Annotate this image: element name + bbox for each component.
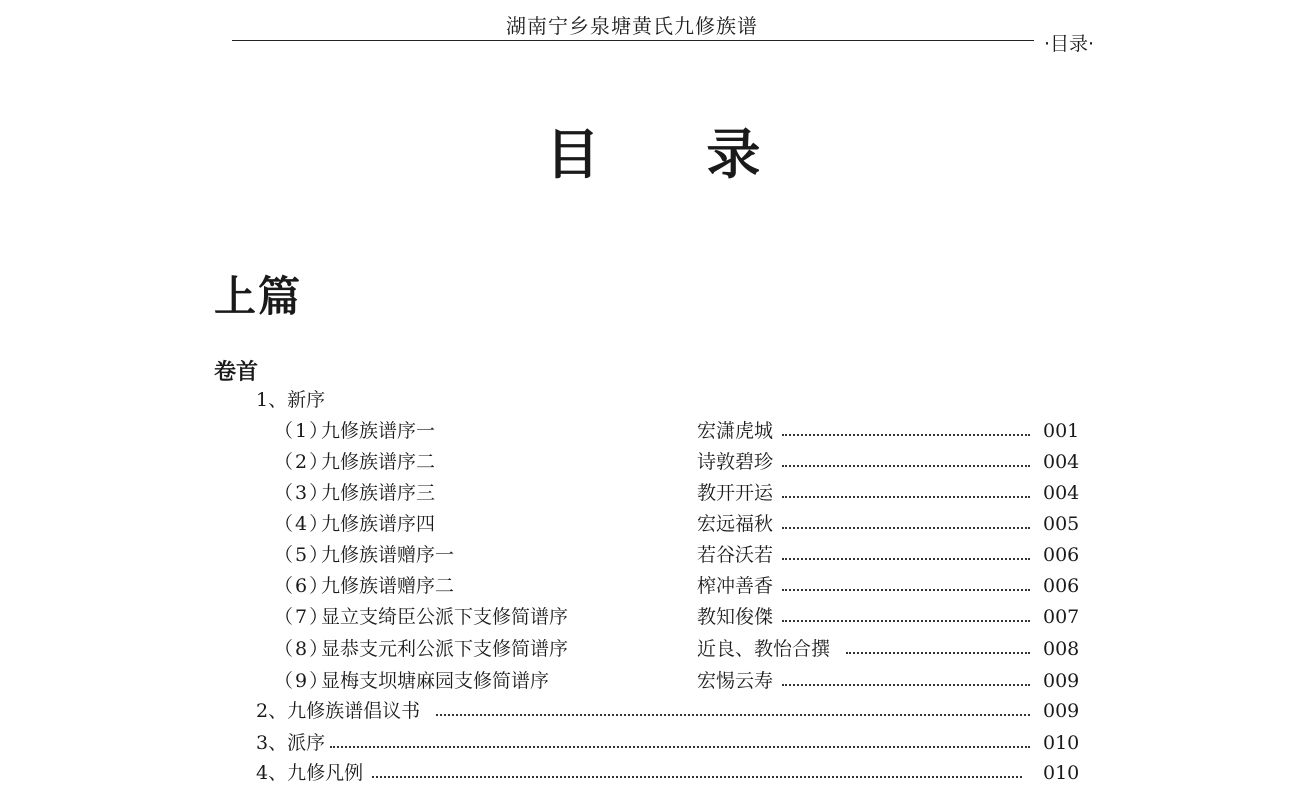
toc-section-label: 1、新序 (256, 389, 326, 411)
toc-entry[interactable] (216, 667, 1080, 695)
toc-entry-number: （2） (274, 451, 331, 473)
toc-section-label: 3、派序 (256, 732, 326, 754)
dot-leader (782, 465, 1030, 467)
dot-leader (330, 746, 1030, 748)
toc-section-page: 009 (1043, 700, 1080, 722)
toc-entry-author: 诗敦碧珍 (697, 451, 774, 473)
toc-section-page: 010 (1043, 732, 1080, 754)
toc-section-generation-order[interactable] (216, 729, 1080, 757)
toc-entry-title: 九修族谱赠序一 (321, 544, 455, 566)
dot-leader (372, 776, 1022, 778)
toc-entry-title: 显梅支坝塘麻园支修简谱序 (321, 670, 550, 692)
part-title: 上篇 (214, 272, 303, 321)
toc-entry-page: 004 (1043, 482, 1080, 504)
toc-entry-title: 显恭支元利公派下支修简谱序 (321, 638, 569, 660)
toc-entry-number: （7） (274, 606, 331, 628)
toc-entry-number: （5） (274, 544, 331, 566)
toc-section-general-rules[interactable] (216, 759, 1080, 787)
toc-entry-author: 宏惕云寿 (697, 670, 774, 692)
toc-entry-page: 006 (1043, 544, 1080, 566)
dot-leader (782, 589, 1030, 591)
page-title: 目 录 (545, 122, 805, 186)
dot-leader (782, 434, 1030, 436)
dot-leader (782, 496, 1030, 498)
dot-leader (436, 714, 1030, 716)
toc-entry[interactable] (216, 448, 1080, 476)
toc-entry-author: 若谷沃若 (697, 544, 774, 566)
toc-entry[interactable] (216, 510, 1080, 538)
toc-entry-page: 005 (1043, 513, 1080, 535)
toc-section-label: 2、九修族谱倡议书 (256, 700, 421, 722)
toc-entry-page: 004 (1043, 451, 1080, 473)
toc-entry-number: （3） (274, 482, 331, 504)
toc-entry[interactable] (216, 572, 1080, 600)
toc-entry-author: 教知俊傑 (697, 606, 774, 628)
toc-entry-number: （1） (274, 420, 331, 442)
toc-entry[interactable] (216, 635, 1080, 663)
toc-entry-page: 001 (1043, 420, 1080, 442)
toc-entry-author: 近良、教怡合撰 (697, 638, 831, 660)
running-header (232, 0, 1102, 55)
dot-leader (782, 558, 1030, 560)
toc-entry-number: （9） (274, 670, 331, 692)
toc-entry-page: 009 (1043, 670, 1080, 692)
section-marker: ·目录· (1044, 33, 1095, 55)
toc-entry[interactable] (216, 417, 1080, 445)
toc-entry-number: （4） (274, 513, 331, 535)
toc-entry-title: 九修族谱序二 (321, 451, 436, 473)
toc-entry-author: 宏远福秋 (697, 513, 774, 535)
dot-leader (782, 684, 1030, 686)
dot-leader (782, 620, 1030, 622)
dot-leader (846, 652, 1030, 654)
toc-entry-title: 显立支绮臣公派下支修简谱序 (321, 606, 569, 628)
toc-entry-page: 006 (1043, 575, 1080, 597)
toc-entry[interactable] (216, 603, 1080, 631)
toc-section-label: 4、九修凡例 (256, 762, 364, 784)
toc-entry-title: 九修族谱赠序二 (321, 575, 455, 597)
toc-entry[interactable] (216, 541, 1080, 569)
volume-title: 卷首 (214, 360, 259, 385)
toc-section-new-prefaces[interactable] (216, 386, 1076, 414)
toc-entry[interactable] (216, 479, 1080, 507)
header-rule (232, 40, 1034, 41)
toc-entry-page: 008 (1043, 638, 1080, 660)
toc-entry-number: （8） (274, 638, 331, 660)
running-title: 湖南宁乡泉塘黄氏九修族谱 (506, 14, 758, 38)
toc-entry-title: 九修族谱序三 (321, 482, 436, 504)
toc-section-proposal[interactable] (216, 697, 1080, 725)
toc-entry-author: 教开开运 (697, 482, 774, 504)
toc-entry-author: 宏潇虎城 (697, 420, 774, 442)
toc-entry-page: 007 (1043, 606, 1080, 628)
dot-leader (782, 527, 1030, 529)
toc-entry-author: 榨冲善香 (697, 575, 774, 597)
toc-section-page: 010 (1043, 762, 1080, 784)
toc-entry-title: 九修族谱序四 (321, 513, 436, 535)
toc-entry-number: （6） (274, 575, 331, 597)
toc-entry-title: 九修族谱序一 (321, 420, 436, 442)
